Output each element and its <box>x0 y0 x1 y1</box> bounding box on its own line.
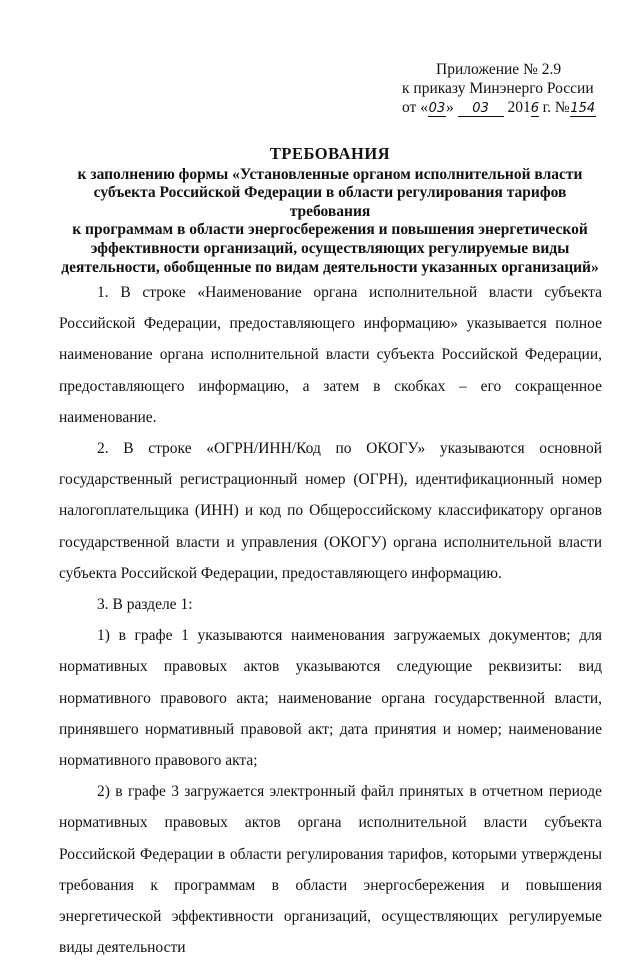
order-date-number <box>402 98 622 117</box>
paragraph-3: 3. В разделе 1: <box>97 596 193 614</box>
number-prefix: г. № <box>538 99 570 116</box>
paragraph-3-2: 2) в графе 3 загружается электронный файл принятых в отчетном периоде нормативных правовых актов органа исполнительной власти субъекта Российской Федерации в области регулирования тарифов, которыми утверждены требования к программам в области энергосбережения и повышения энергетической эффективности организаций, осуществляющих регулируемые виды деятельности <box>59 783 602 957</box>
document-body <box>59 277 602 963</box>
date-quote-close: » <box>445 99 454 116</box>
title-line: к программам в области энергосбережения и повышения энергетической <box>72 221 588 239</box>
title-line: к заполнению формы «Установленные органом исполнительной власти <box>77 165 583 183</box>
appendix-header <box>402 60 622 117</box>
title-line: деятельности, обобщенные по видам деятельности указанных организаций» <box>61 258 599 276</box>
year-prefix: 201 <box>503 99 531 116</box>
title-line: эффективности организаций, осуществляющих регулируемые виды <box>90 239 570 257</box>
handwritten-day: 03 <box>428 101 446 116</box>
paragraph-3-1: 1) в графе 1 указываются наименования загружаемых документов; для нормативных правовых актов указываются следующие реквизиты: вид нормативного правового акта; наименование органа государственной власти, принявшего нормативный правовой акт; дата принятия и номер; наименование нормативного правового акта; <box>59 627 602 770</box>
paragraph-1: 1. В строке «Наименование органа исполнительной власти субъекта Российской Федерации, предоставляющего информацию» указывается полное наименование органа исполнительной власти субъекта Российской Федерации, предоставляющего информацию, а затем в скобках – его сокращенное наименование. <box>59 284 602 426</box>
paragraph-2: 2. В строке «ОГРН/ИНН/Код по ОКОГУ» указываются основной государственный регистрационный номер (ОГРН), идентификационный номер налогоплательщика (ИНН) и код по Общероссийскому классификатору органов государственной власти и управления (ОКОГУ) органа исполнительной власти субъекта Российской Федерации, предоставляющего информацию. <box>59 440 602 582</box>
handwritten-order-number: 154 <box>570 101 596 116</box>
handwritten-month: 03 <box>458 102 504 117</box>
appendix-number: Приложение № 2.9 <box>436 61 562 78</box>
title-line: субъекта Российской Федерации в области регулирования тарифов требования <box>93 184 567 220</box>
title-main: ТРЕБОВАНИЯ <box>269 144 391 163</box>
handwritten-year-digit: 6 <box>530 101 539 116</box>
order-reference: к приказу Минэнерго России <box>402 80 594 97</box>
document-title <box>60 145 600 277</box>
date-prefix: от « <box>402 99 428 116</box>
